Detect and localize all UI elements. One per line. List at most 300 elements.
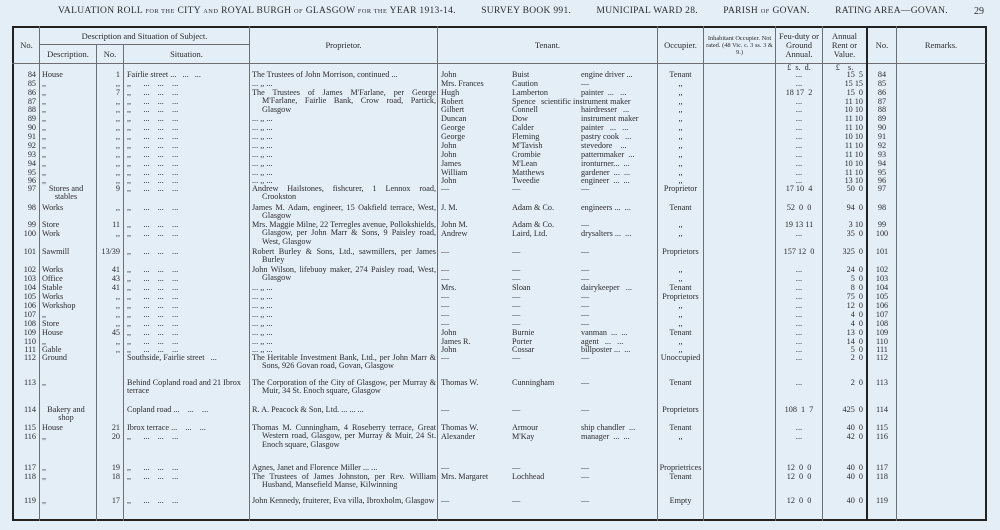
tenant-first-name: —: [441, 309, 450, 319]
situation: ,, ... ... ...: [127, 344, 179, 354]
situation: ,, ... ... ...: [127, 175, 179, 185]
description: Stores and stables: [48, 183, 84, 202]
occupier: Proprietrices: [659, 462, 702, 472]
rating-area: RATING AREA—GOVAN.: [835, 6, 948, 16]
title-text: FOR THE: [145, 8, 175, 15]
tenant-occupation: —: [581, 462, 590, 472]
col-line: [123, 44, 124, 521]
feu-duty: ...: [795, 78, 803, 88]
feu-duty: 18 17 2: [785, 87, 813, 97]
record-number: 96: [27, 175, 36, 185]
occupier: ,,: [678, 104, 683, 114]
description: ,,: [42, 140, 47, 150]
proprietor: Thomas M. Cunningham, 4 Roseberry terrace, Great Western road, Glasgow, per Murray & Muir, 24 St. Enoch square, Glasgow: [252, 422, 436, 450]
tenant-surname: —: [512, 462, 521, 472]
situation: ,, ... ... ...: [127, 327, 179, 337]
tenant-occupation: —: [581, 318, 590, 328]
occupier: ,,: [678, 344, 683, 354]
proprietor: ... ,, ...: [252, 78, 273, 88]
tenant-surname: Cossar: [512, 344, 535, 354]
tenant-occupation: painter ... ...: [581, 87, 627, 97]
record-number-right: 103: [875, 273, 889, 283]
house-number: ,,: [115, 175, 120, 185]
tenant-surname: —: [512, 183, 521, 193]
tenant-first-name: James: [441, 158, 462, 168]
feu-duty: 12 0 0: [786, 471, 812, 481]
proprietor: ... ,, ...: [252, 167, 273, 177]
tenant-surname: —: [512, 352, 521, 362]
tenant-surname: Armour: [512, 422, 538, 432]
parish-text: OF: [760, 8, 770, 15]
proprietor: ... ,, ...: [252, 131, 273, 141]
page-title: [58, 6, 948, 16]
record-number-right: 86: [877, 87, 887, 97]
record-number: 100: [23, 228, 36, 238]
feu-duty: 19 13 11: [784, 219, 814, 229]
occupier: Proprietors: [662, 404, 699, 414]
record-number: 112: [24, 352, 36, 362]
record-number-right: 104: [875, 282, 889, 292]
record-number: 88: [27, 104, 36, 114]
description: ,,: [42, 87, 47, 97]
record-number: 97: [27, 183, 36, 193]
annual-rent: 13 0: [846, 327, 863, 337]
description: Office: [42, 273, 63, 283]
tenant-first-name: —: [441, 318, 450, 328]
header-no-right: No.: [875, 40, 889, 50]
occupier: ,,: [678, 336, 683, 346]
tenant-surname: Adam & Co.: [512, 202, 555, 212]
tenant-surname: Porter: [512, 336, 533, 346]
tenant-occupation: agent ... ...: [581, 336, 624, 346]
record-number: 89: [27, 113, 36, 123]
situation: ,, ... ... ...: [127, 140, 179, 150]
feu-duty: ...: [795, 327, 803, 337]
record-number-right: 89: [877, 113, 887, 123]
tenant-surname: —: [512, 291, 521, 301]
house-number: ,,: [115, 291, 120, 301]
record-number-right: 98: [877, 202, 887, 212]
occupier: ,,: [678, 431, 683, 441]
description: ,,: [42, 495, 47, 505]
description: Store: [42, 219, 60, 229]
description: Work: [42, 228, 60, 238]
tenant-occupation: —: [581, 352, 590, 362]
tenant-occupation: —: [581, 300, 590, 310]
house-number: 45: [111, 327, 120, 337]
record-number-right: 118: [876, 471, 888, 481]
header-tenant: Tenant.: [534, 40, 561, 50]
description: ,,: [42, 96, 47, 106]
description: ,,: [42, 149, 47, 159]
proprietor: ... ,, ...: [252, 122, 273, 132]
tenant-surname: Matthews: [512, 167, 545, 177]
house-number: ,,: [115, 122, 120, 132]
situation: ,, ... ... ...: [127, 300, 179, 310]
occupier: Empty: [669, 495, 692, 505]
annual-rent: 42 0: [846, 431, 863, 441]
tenant-occupation: —: [581, 219, 590, 229]
annual-rent: 12 0: [846, 300, 863, 310]
annual-rent: 94 0: [846, 202, 863, 212]
feu-duty: ...: [795, 431, 803, 441]
house-number: 19: [111, 462, 120, 472]
description: Works: [42, 264, 64, 274]
feu-duty: ...: [795, 300, 803, 310]
record-number: 85: [27, 78, 36, 88]
record-number: 114: [24, 404, 36, 414]
record-number: 119: [24, 495, 36, 505]
record-number-right: 112: [876, 352, 888, 362]
annual-rent: 4 0: [850, 309, 863, 319]
house-number: ,,: [115, 318, 120, 328]
occupier: ,,: [678, 228, 683, 238]
record-number: 93: [27, 149, 36, 159]
header-no: No.: [20, 40, 33, 50]
tenant-surname: —: [512, 309, 521, 319]
tenant-surname: M'Lean: [512, 158, 538, 168]
tenant-surname: Fleming: [512, 131, 540, 141]
tenant-surname: —: [512, 246, 521, 256]
annual-rent: 15 15: [844, 78, 863, 88]
record-number: 95: [27, 167, 36, 177]
record-number: 101: [23, 246, 36, 256]
tenant-first-name: —: [441, 273, 450, 283]
record-number-right: 96: [877, 175, 887, 185]
proprietor: Mrs. Maggie Milne, 22 Terregles avenue, Pollokshields, Glasgow, per John Marr & Sons, 9 Paisley road, West, Glasgow: [252, 219, 436, 247]
table-bottom-border: [12, 519, 986, 521]
annual-rent: 2 0: [850, 352, 863, 362]
feu-duty: ...: [795, 158, 803, 168]
record-number-right: 106: [875, 300, 889, 310]
tenant-surname: —: [512, 318, 521, 328]
title-text: GLASGOW: [305, 6, 356, 16]
record-number-right: 95: [877, 167, 887, 177]
rent-units: £ s.: [835, 63, 854, 72]
occupier: Tenant: [669, 377, 692, 387]
tenant-first-name: —: [441, 264, 450, 274]
tenant-first-name: —: [441, 352, 450, 362]
title-text: OF: [294, 8, 304, 15]
tenant-first-name: Thomas W.: [441, 422, 479, 432]
tenant-occupation: scientific instrument maker: [541, 96, 631, 106]
situation: ,, ... ... ...: [127, 309, 179, 319]
house-number: ,,: [115, 113, 120, 123]
tenant-occupation: dairykeeper ...: [581, 282, 632, 292]
situation: ,, ... ... ...: [127, 167, 179, 177]
feu-duty: ...: [795, 131, 803, 141]
situation: ,, ... ... ...: [127, 462, 179, 472]
feu-duty: ...: [795, 167, 803, 177]
tenant-occupation: —: [581, 78, 590, 88]
house-number: 21: [111, 422, 120, 432]
col-line: [896, 26, 897, 521]
header-feu-duty: Feu-duty or Ground Annual.: [779, 31, 819, 59]
description: Sawmill: [42, 246, 70, 256]
header-description: Description.: [47, 48, 89, 59]
record-number: 84: [27, 69, 36, 79]
proprietor: ... ,, ...: [252, 113, 273, 123]
record-number: 99: [27, 219, 36, 229]
tenant-occupation: engineers ... ...: [581, 202, 631, 212]
description: ,,: [42, 113, 47, 123]
record-number: 116: [24, 431, 36, 441]
description: ,,: [42, 175, 47, 185]
col-line: [703, 26, 704, 521]
situation: ,, ... ... ...: [127, 96, 179, 106]
title-text: ROYAL BURGH: [221, 6, 292, 16]
record-number-right: 116: [876, 431, 888, 441]
occupier: Proprietor: [663, 183, 698, 193]
occupier: ,,: [678, 264, 683, 274]
house-number: ,,: [115, 344, 120, 354]
situation: ,, ... ... ...: [127, 282, 179, 292]
house-number: 1: [115, 69, 120, 79]
description: ,,: [42, 471, 47, 481]
feu-duty: ...: [795, 175, 803, 185]
record-number-right: 114: [876, 404, 888, 414]
tenant-surname: Laird, Ltd.: [512, 228, 548, 238]
situation: Southside, Fairlie street ...: [127, 352, 217, 362]
annual-rent: 11 10: [844, 96, 863, 106]
situation: ,, ... ... ...: [127, 131, 179, 141]
record-number: 90: [27, 122, 36, 132]
tenant-surname: —: [512, 264, 521, 274]
tenant-surname: Adam & Co.: [512, 219, 555, 229]
annual-rent: 10 10: [844, 131, 863, 141]
tenant-first-name: William: [441, 167, 468, 177]
feu-duty: ...: [795, 140, 803, 150]
occupier: ,,: [678, 96, 683, 106]
record-number: 94: [27, 158, 36, 168]
annual-rent: 40 0: [846, 471, 863, 481]
feu-duty: ...: [795, 291, 803, 301]
house-number: ,,: [115, 309, 120, 319]
tenant-occupation: —: [581, 291, 590, 301]
tenant-first-name: John: [441, 327, 457, 337]
description: ,,: [42, 462, 47, 472]
tenant-surname: Connell: [512, 104, 538, 114]
record-number-right: 102: [875, 264, 889, 274]
proprietor: ... ,, ...: [252, 175, 273, 185]
feu-duty: ...: [795, 344, 803, 354]
house-number: 9: [115, 183, 120, 193]
title-text: VALUATION ROLL: [58, 6, 143, 16]
title-text: FOR THE: [357, 8, 388, 15]
tenant-first-name: J. M.: [441, 202, 458, 212]
tenant-first-name: John: [441, 149, 457, 159]
tenant-first-name: Thomas W.: [441, 377, 479, 387]
proprietor: ... ,, ...: [252, 300, 273, 310]
record-number: 105: [23, 291, 36, 301]
record-number: 103: [23, 273, 36, 283]
description: House: [42, 327, 63, 337]
tenant-surname: —: [512, 404, 521, 414]
annual-rent: 10 10: [844, 104, 863, 114]
title-text: YEAR 1913-14.: [389, 6, 456, 16]
situation: ,, ... ... ...: [127, 149, 179, 159]
feu-duty: ...: [795, 318, 803, 328]
house-number: 18: [111, 471, 120, 481]
proprietor: ... ,, ...: [252, 344, 273, 354]
col-line: [437, 26, 438, 521]
tenant-first-name: —: [441, 404, 450, 414]
record-number: 102: [23, 264, 36, 274]
tenant-first-name: —: [441, 183, 450, 193]
situation: ,, ... ... ...: [127, 471, 179, 481]
proprietor: ... ,, ...: [252, 158, 273, 168]
record-number: 108: [23, 318, 36, 328]
tenant-surname: Lamberton: [512, 87, 548, 97]
tenant-occupation: ironturner... ...: [581, 158, 630, 168]
house-number: ,,: [115, 131, 120, 141]
tenant-occupation: vanman ... ...: [581, 327, 628, 337]
tenant-surname: Caution: [512, 78, 538, 88]
annual-rent: 50 0: [846, 183, 863, 193]
house-number: 41: [111, 264, 120, 274]
record-number-right: 110: [876, 336, 888, 346]
annual-rent: 11 10: [844, 140, 863, 150]
tenant-first-name: Mrs. Frances: [441, 78, 484, 88]
house-number: 43: [111, 273, 120, 283]
tenant-surname: Tweedie: [512, 175, 540, 185]
annual-rent: 5 0: [850, 344, 863, 354]
situation: ,, ... ... ...: [127, 122, 179, 132]
tenant-surname: —: [512, 273, 521, 283]
house-number: ,,: [115, 149, 120, 159]
proprietor: Andrew Hailstones, fishcurer, 1 Lennox road, Crookston: [252, 183, 436, 202]
record-number-right: 105: [875, 291, 889, 301]
situation: Copland road ... ... ...: [127, 404, 209, 414]
proprietor: The Trustees of James M'Farlane, per George M'Farlane, Fairlie Bank, Crow road, Partick, Glasgow: [252, 87, 436, 115]
feu-duty: 17 10 4: [785, 183, 813, 193]
proprietor: Robert Burley & Sons, Ltd., sawmillers, per James Burley: [252, 246, 436, 265]
record-number-right: 87: [877, 96, 887, 106]
record-number-right: 97: [877, 183, 887, 193]
tenant-first-name: Hugh: [441, 87, 460, 97]
record-number-right: 109: [875, 327, 889, 337]
tenant-occupation: —: [581, 495, 590, 505]
situation: ,, ... ... ...: [127, 291, 179, 301]
record-number-right: 111: [876, 344, 888, 354]
tenant-occupation: —: [581, 273, 590, 283]
description: Bakery and shop: [47, 404, 85, 423]
annual-rent: 35 0: [846, 228, 863, 238]
record-number: 104: [23, 282, 36, 292]
record-number-right: 101: [875, 246, 889, 256]
occupier: Proprietors: [662, 291, 699, 301]
description: Store: [42, 318, 60, 328]
tenant-occupation: —: [581, 404, 590, 414]
tenant-occupation: pastry cook ...: [581, 131, 632, 141]
description: Stable: [42, 282, 63, 292]
annual-rent: 4 0: [850, 318, 863, 328]
tenant-first-name: Duncan: [441, 113, 467, 123]
page-number: 29: [974, 6, 984, 17]
house-number: 17: [111, 495, 120, 505]
description: ,,: [42, 377, 47, 387]
occupier: ,,: [678, 175, 683, 185]
annual-rent: 325 0: [842, 246, 863, 256]
title-group: [58, 6, 456, 16]
occupier: ,,: [678, 149, 683, 159]
proprietor: ... ,, ...: [252, 327, 273, 337]
tenant-first-name: Robert: [441, 96, 464, 106]
record-number: 92: [27, 140, 36, 150]
annual-rent: 75 0: [846, 291, 863, 301]
description: Workshop: [42, 300, 76, 310]
header-proprietor: Proprietor.: [325, 40, 362, 50]
proprietor: ... ,, ...: [252, 309, 273, 319]
tenant-surname: Sloan: [512, 282, 531, 292]
occupier: Tenant: [669, 471, 692, 481]
occupier: Tenant: [669, 69, 692, 79]
house-number: 11: [112, 219, 120, 229]
tenant-surname: —: [512, 495, 521, 505]
situation: ,, ... ... ...: [127, 158, 179, 168]
description: House: [42, 422, 63, 432]
tenant-occupation: instrument maker: [581, 113, 639, 123]
proprietor: John Wilson, lifebuoy maker, 274 Paisley road, West, Glasgow: [252, 264, 436, 283]
situation: ,, ... ... ...: [127, 183, 179, 193]
house-number: ,,: [115, 167, 120, 177]
table-right-border: [985, 26, 987, 521]
record-number-right: 107: [875, 309, 889, 319]
tenant-first-name: Mrs. Margaret: [441, 471, 489, 481]
feu-duty: ...: [795, 309, 803, 319]
proprietor: Agnes, Janet and Florence Miller ... ...: [252, 462, 378, 472]
record-number: 111: [24, 344, 36, 354]
tenant-first-name: George: [441, 122, 465, 132]
house-number: ,,: [115, 78, 120, 88]
record-number: 107: [23, 309, 36, 319]
house-number: ,,: [115, 104, 120, 114]
tenant-surname: Crombie: [512, 149, 541, 159]
parish-text: GOVAN.: [772, 6, 810, 16]
tenant-surname: —: [512, 300, 521, 310]
annual-rent: 40 0: [846, 422, 863, 432]
record-number: 98: [27, 202, 36, 212]
annual-rent: 2 0: [850, 377, 863, 387]
tenant-first-name: —: [441, 291, 450, 301]
tenant-occupation: engineer ... ...: [581, 175, 630, 185]
house-number: ,,: [115, 96, 120, 106]
tenant-surname: Burnie: [512, 327, 535, 337]
occupier: ,,: [678, 87, 683, 97]
tenant-occupation: —: [581, 264, 590, 274]
record-number-right: 100: [875, 228, 889, 238]
record-number-right: 99: [877, 219, 887, 229]
tenant-occupation: —: [581, 377, 590, 387]
occupier: ,,: [678, 219, 683, 229]
feu-duty: 108 1 7: [784, 404, 814, 414]
occupier: Tenant: [669, 282, 692, 292]
header-description-group: Description and Situation of Subject.: [81, 30, 208, 41]
parish: [723, 6, 809, 16]
description: ,,: [42, 309, 47, 319]
description: ,,: [42, 431, 47, 441]
description: ,,: [42, 78, 47, 88]
house-number: 41: [111, 282, 120, 292]
tenant-occupation: ship chandler ...: [581, 422, 636, 432]
annual-rent: 13 10: [844, 175, 863, 185]
tenant-first-name: George: [441, 131, 465, 141]
tenant-first-name: John: [441, 69, 457, 79]
title-text: CITY: [177, 6, 201, 16]
occupier: Unoccupied: [660, 352, 701, 362]
record-number: 118: [24, 471, 36, 481]
record-number: 113: [24, 377, 36, 387]
